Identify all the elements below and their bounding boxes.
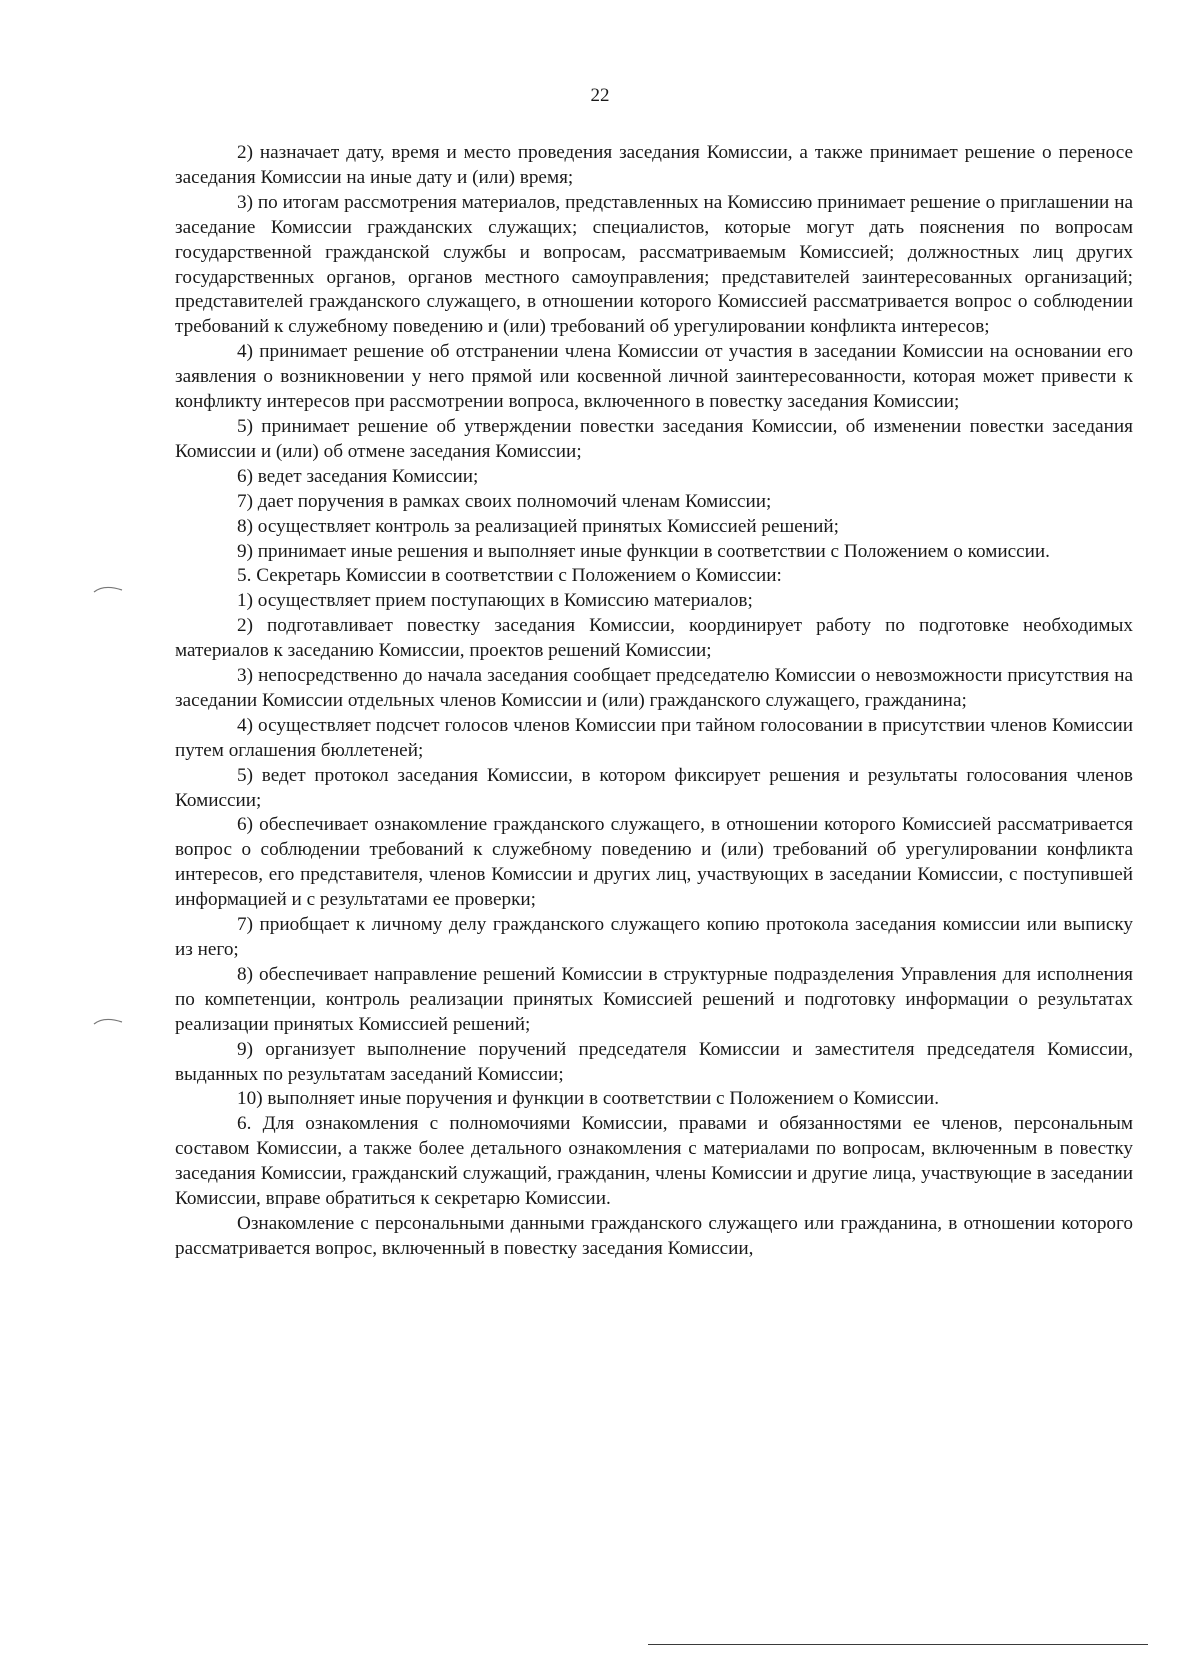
paragraph: 4) осуществляет подсчет голосов членов Комиссии при тайном голосовании в присутствии членов Комиссии путем оглашения бюллетеней; (175, 714, 1133, 761)
paragraph: 1) осуществляет прием поступающих в Комиссию материалов; (237, 590, 753, 612)
paragraph: 10) выполняет иные поручения и функции в соответствии с Положением о Комиссии. (237, 1088, 939, 1110)
paragraph: 9) принимает иные решения и выполняет иные функции в соответствии с Положением о комиссии. (237, 540, 1050, 562)
paragraph: 7) дает поручения в рамках своих полномочий членам Комиссии; (237, 490, 772, 512)
page-number: 22 (590, 85, 610, 106)
paragraph: 8) обеспечивает направление решений Комиссии в структурные подразделения Управления для исполнения по компетенции, контроль реализации принятых Комиссией решений и подготовку информации о результатах реализации принятых Комиссией решений; (175, 963, 1133, 1035)
paragraph: 6) обеспечивает ознакомление гражданского служащего, в отношении которого Комиссией рассматривается вопрос о соблюдении требований к служебному поведению и (или) требований об урегулировании конфликта интересов, его представителя, членов Комиссии и других лиц, участвующих в заседании Комиссии, с поступившей информацией и с результатами ее проверки; (175, 814, 1133, 911)
paragraph: 5) принимает решение об утверждении повестки заседания Комиссии, об изменении повестки заседания Комиссии и (или) об отмене заседания Комиссии; (175, 415, 1133, 462)
paragraph: 5) ведет протокол заседания Комиссии, в котором фиксирует решения и результаты голосования членов Комиссии; (175, 764, 1133, 811)
paragraph: 6) ведет заседания Комиссии; (237, 465, 479, 487)
footer-divider (648, 1644, 1148, 1645)
paragraph: 3) непосредственно до начала заседания сообщает председателю Комиссии о невозможности присутствия на заседании Комиссии отдельных членов Комиссии и (или) гражданского служащего, гражданина; (175, 665, 1133, 711)
scan-artifact-mark (92, 583, 124, 595)
paragraph: 6. Для ознакомления с полномочиями Комиссии, правами и обязанностями ее членов, персональным составом Комиссии, а также более детального ознакомления с материалами по вопросам, включенным в повестку заседания Комиссии, гражданский служащий, гражданин, члены Комиссии и другие лица, участвующие в заседании Комиссии, вправе обратиться к секретарю Комиссии. (175, 1113, 1133, 1210)
paragraph: 7) приобщает к личному делу гражданского служащего копию протокола заседания комиссии или выписку из него; (175, 914, 1133, 960)
document-body (175, 141, 1133, 1262)
scan-artifact-mark (92, 1015, 124, 1027)
paragraph: 4) принимает решение об отстранении члена Комиссии от участия в заседании Комиссии на основании его заявления о возникновении у него прямой или косвенной личной заинтересованности, которая может привести к конфликту интересов при рассмотрении вопроса, включенного в повестку заседания Комиссии; (175, 341, 1133, 413)
paragraph: 2) подготавливает повестку заседания Комиссии, координирует работу по подготовке необходимых материалов к заседанию Комиссии, проектов решений Комиссии; (175, 615, 1133, 662)
paragraph: Ознакомление с персональными данными гражданского служащего или гражданина, в отношении которого рассматривается вопрос, включенный в повестку заседания Комиссии, (175, 1212, 1133, 1259)
paragraph: 3) по итогам рассмотрения материалов, представленных на Комиссию принимает решение о приглашении на заседание Комиссии гражданских служащих; специалистов, которые могут дать пояснения по вопросам государственной гражданской службы и вопросам, рассматриваемым Комиссией; должностных лиц других государственных органов, органов местного самоуправления; представителей заинтересованных организаций; представителей гражданского служащего, в отношении которого Комиссией рассматривается вопрос о соблюдении требований к служебному поведению и (или) требований об урегулировании конфликта интересов; (175, 191, 1133, 338)
paragraph: 8) осуществляет контроль за реализацией принятых Комиссией решений; (237, 515, 839, 537)
paragraph: 5. Секретарь Комиссии в соответствии с Положением о Комиссии: (237, 565, 782, 587)
paragraph: 2) назначает дату, время и место проведения заседания Комиссии, а также принимает решение о переносе заседания Комиссии на иные дату и (или) время; (175, 142, 1133, 188)
paragraph: 9) организует выполнение поручений председателя Комиссии и заместителя председателя Комиссии, выданных по результатам заседаний Комиссии; (175, 1038, 1133, 1085)
